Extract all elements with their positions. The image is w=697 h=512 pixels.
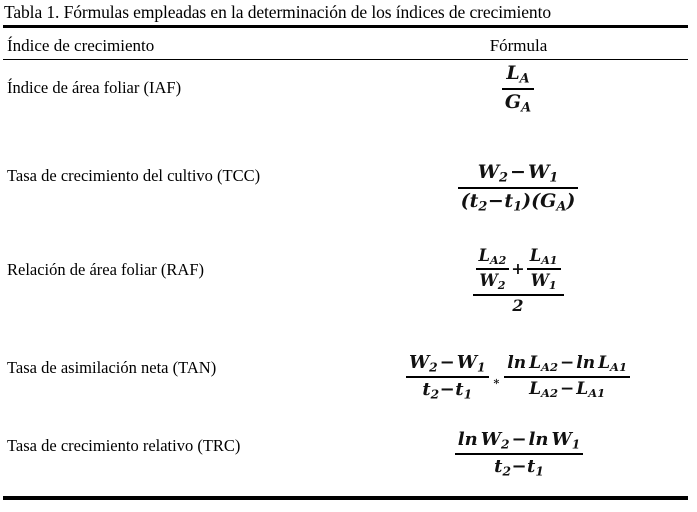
fraction-numerator — [458, 161, 579, 189]
ln-operator: ln — [528, 429, 549, 450]
subscript: A — [556, 199, 567, 215]
column-header-formula: Fórmula — [489, 36, 548, 55]
var-w1: W — [530, 271, 549, 291]
minus-operator: − — [511, 429, 527, 450]
row-label-iaf: Índice de área foliar (IAF) — [7, 78, 182, 97]
subscript: A2 — [489, 254, 507, 268]
fraction-tcc — [458, 161, 579, 215]
paren-open: ( — [531, 189, 541, 212]
var-leaf-area: L — [478, 246, 490, 265]
subscript: A1 — [541, 254, 558, 268]
var-t2: t — [469, 189, 479, 212]
fraction-numerator — [502, 62, 534, 90]
fraction-denominator — [504, 378, 630, 401]
subscript: 1 — [548, 279, 557, 293]
fraction-denominator — [502, 90, 534, 116]
row-label-tcc: Tasa de crecimiento del cultivo (TCC) — [7, 166, 261, 185]
paren-close: ) — [522, 189, 532, 212]
fraction-tan-right — [504, 353, 630, 401]
subscript: 2 — [429, 360, 438, 375]
var-ground-area: G — [540, 189, 557, 212]
var-leaf-area: L — [529, 246, 542, 265]
fraction-numerator — [476, 246, 510, 270]
minus-operator: − — [560, 352, 575, 373]
var-t1: t — [527, 455, 536, 477]
minus-operator: − — [560, 378, 575, 399]
var-t1: t — [455, 378, 464, 400]
subscript: A2 — [541, 360, 559, 375]
subscript: 1 — [463, 387, 473, 402]
subscript: A — [521, 100, 532, 116]
subscript: 2 — [497, 279, 506, 293]
var-leaf-area: L — [529, 352, 542, 373]
fraction-numerator — [455, 429, 583, 455]
var-w1: W — [456, 352, 477, 373]
var-ground-area: G — [504, 90, 522, 113]
fraction-raf-outer — [473, 246, 564, 316]
minus-operator: − — [439, 352, 455, 373]
var-leaf-area: L — [506, 62, 520, 84]
fraction-denominator — [527, 270, 561, 292]
paren-close: ) — [566, 189, 576, 212]
subscript: 1 — [571, 437, 581, 452]
table-header-rule — [3, 59, 688, 60]
subscript: 2 — [478, 199, 488, 215]
multiply-operator: ∗ — [492, 373, 501, 388]
var-leaf-area: L — [529, 378, 542, 399]
minus-operator: − — [511, 455, 527, 477]
ln-operator: ln — [457, 429, 478, 450]
subscript: 1 — [513, 199, 523, 215]
subscript: 2 — [430, 387, 440, 402]
fraction-numerator — [527, 246, 561, 270]
var-w1: W — [551, 429, 572, 450]
formula-trc — [424, 429, 614, 479]
fraction-raf-left — [476, 246, 510, 292]
fraction-denominator — [406, 378, 489, 402]
var-w2: W — [479, 271, 498, 291]
subscript: A1 — [610, 360, 628, 375]
subscript: 1 — [535, 464, 544, 479]
table-caption: Tabla 1. Fórmulas empleadas en la determinación de los índices de crecimiento — [4, 2, 551, 22]
var-t2: t — [422, 378, 431, 400]
formula-iaf — [462, 62, 574, 116]
formula-tcc — [432, 161, 604, 215]
paren-open: ( — [460, 189, 470, 212]
subscript: 2 — [500, 437, 510, 452]
fraction-tan-left — [406, 352, 489, 402]
fraction-denominator — [458, 189, 579, 215]
formula-raf — [452, 246, 584, 316]
subscript: 1 — [549, 170, 559, 186]
subscript: 2 — [499, 170, 509, 186]
subscript: A2 — [541, 386, 559, 401]
minus-operator: − — [510, 161, 526, 183]
fraction-denominator: 2 — [512, 296, 524, 316]
row-label-trc: Tasa de crecimiento relativo (TRC) — [7, 436, 241, 455]
subscript: A1 — [588, 386, 606, 401]
var-leaf-area: L — [576, 378, 589, 399]
fraction-denominator — [455, 455, 583, 479]
subscript: A — [519, 71, 530, 87]
formula-tan — [368, 352, 668, 402]
var-w2: W — [477, 161, 500, 183]
fraction-iaf — [502, 62, 534, 116]
subscript: 1 — [476, 360, 486, 375]
minus-operator: − — [439, 378, 455, 400]
row-label-tan: Tasa de asimilación neta (TAN) — [7, 358, 217, 377]
fraction-numerator — [504, 353, 630, 378]
var-t1: t — [504, 189, 514, 212]
ln-operator: ln — [507, 352, 527, 373]
column-header-index: Índice de crecimiento — [7, 36, 155, 55]
row-label-raf: Relación de área foliar (RAF) — [7, 260, 205, 279]
fraction-trc — [455, 429, 583, 479]
subscript: 2 — [502, 464, 511, 479]
plus-operator: + — [511, 258, 525, 278]
var-w2: W — [408, 352, 430, 373]
fraction-denominator — [476, 270, 510, 292]
fraction-numerator — [406, 352, 489, 378]
table-bottom-rule — [3, 496, 688, 500]
fraction-raf-right — [527, 246, 561, 292]
var-leaf-area: L — [598, 352, 611, 373]
var-w2: W — [480, 429, 501, 450]
var-w1: W — [527, 161, 550, 183]
var-t2: t — [494, 455, 503, 477]
fraction-numerator — [473, 246, 564, 296]
table-top-rule — [3, 25, 688, 28]
ln-operator: ln — [576, 352, 596, 373]
minus-operator: − — [487, 189, 504, 212]
